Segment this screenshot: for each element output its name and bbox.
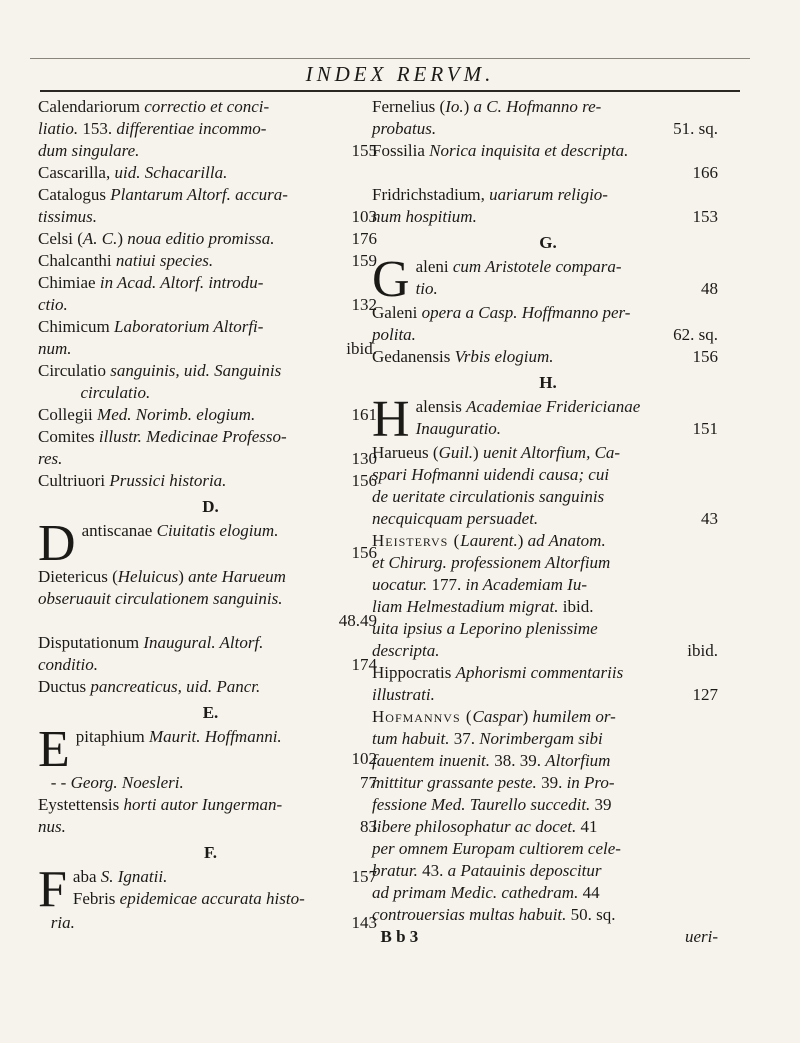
index-entry: G aleni cum Aristotele compara- tio. 48 <box>372 256 724 302</box>
page-ref: 103 <box>351 207 377 226</box>
page-ref: ibid. <box>346 339 377 358</box>
index-entry: Galeni opera a Casp. Hoffmanno per- polita. 62. sq. <box>372 302 724 346</box>
page-ref: 176 <box>351 229 377 248</box>
index-entry: Harueus (Guil.) uenit Altorfium, Ca- spari Hofmanni uidendi causa; cui de ueritate circulationis sanguinis necquicquam persuadet. 43 <box>372 442 724 530</box>
page-ref: 43 <box>701 509 718 528</box>
page-ref: 143 <box>351 913 377 932</box>
page-ref: 151 <box>692 419 718 438</box>
page-ref: 130 <box>351 449 377 468</box>
index-entry: Circulatio sanguinis, uid. Sanguinis circulatio. <box>38 361 282 402</box>
page-header: INDEX RERVM. <box>305 62 495 86</box>
index-entry: Fernelius (Io.) a C. Hofmanno re- probatus. 51. sq. <box>372 96 724 140</box>
page-ref: 48.49 <box>338 611 377 630</box>
page-footer <box>372 926 724 948</box>
index-entry: - - Georg. Noesleri. 77 <box>38 772 383 794</box>
drop-cap: F <box>38 861 67 918</box>
index-entry: F aba S. Ignatii. 157 Febris epidemicae accurata histo- ria. 143 <box>38 866 383 934</box>
index-entry: Ductus pancreaticus, uid. Pancr. <box>38 677 261 696</box>
index-entry: H alensis Academiae Fridericianae Inauguratio. 151 <box>372 396 724 442</box>
section-letter: H. <box>539 373 557 392</box>
page-ref: 132 <box>351 295 377 314</box>
header-rule <box>40 90 740 92</box>
index-entry: Fossilia Norica inquisita et descripta. 166 <box>372 140 724 184</box>
index-entry: Eystettensis horti autor Iungerman- nus. 83 <box>38 794 383 838</box>
page-ref: 156 <box>692 347 718 366</box>
drop-cap: G <box>372 251 410 308</box>
page-ref: 166 <box>692 163 718 182</box>
index-entry: D antiscanae Ciuitatis elogium. 156 <box>38 520 383 566</box>
index-entry: Chimicum Laboratorium Altorfi- num. ibid. <box>38 316 383 360</box>
index-entry: Cultriuori Prussici historia. 156 <box>38 470 383 492</box>
page-ref: 155 <box>351 141 377 160</box>
right-column <box>372 96 724 948</box>
left-column <box>38 96 383 934</box>
page-ref: 77 <box>360 773 377 792</box>
index-entry: Comites illustr. Medicinae Professo- res. 130 <box>38 426 383 470</box>
index-entry: Chimiae in Acad. Altorf. introdu- ctio. 132 <box>38 272 383 316</box>
index-entry: E pitaphium Maurit. Hoffmanni. 102 <box>38 726 383 772</box>
section-letter: E. <box>202 703 219 722</box>
section-letter: G. <box>539 233 557 252</box>
page-ref: 83 <box>360 817 377 836</box>
index-entry: Cascarilla, uid. Schacarilla. <box>38 163 228 182</box>
page-ref: 161 <box>351 405 377 424</box>
index-entry: Heistervs (Laurent.) ad Anatom. et Chirurg. professionem Altorfium uocatur. 177. in Academiam Iu- liam Helmestadium migrat. ibid. uita ipsius a Leporino plenissime descripta. ibid. <box>372 530 724 662</box>
page-ref: 156 <box>351 471 377 490</box>
page-ref: 102 <box>351 749 377 768</box>
catchword: ueri- <box>684 927 718 946</box>
page-ref: ibid. <box>687 641 718 660</box>
page-ref: 48 <box>701 279 718 298</box>
index-entry: Hofmannvs (Caspar) humilem or- tum habuit. 37. Norimbergam sibi fauentem inuenit. 38. 39. Altorfium mittitur grassante peste. 39. in Pro- fessione Med. Taurello succedit. 39 libere philosophatur ac docet. 41 per omnem Europam cultiorem cele- bratur. 43. a Patauinis deposcitur ad primam Medic. cathedram. 44 controuersias multas habuit. 50. sq. <box>372 707 621 924</box>
page-ref: 157 <box>351 867 377 886</box>
page-ref: 127 <box>692 685 718 704</box>
signature-mark: B b 3 <box>380 927 419 946</box>
top-border-line <box>30 58 750 59</box>
index-entry: Chalcanthi natiui species. 159 <box>38 250 383 272</box>
index-entry: Dietericus (Heluicus) ante Harueum obseruauit circulationem sanguinis. 48.49 <box>38 566 383 632</box>
page-ref: 159 <box>351 251 377 270</box>
page-ref: 62. sq. <box>673 325 718 344</box>
index-entry: Hippocratis Aphorismi commentariis illustrati. 127 <box>372 662 724 706</box>
drop-cap: H <box>372 391 410 448</box>
section-letter: F. <box>203 843 218 862</box>
section-letter: D. <box>202 497 219 516</box>
page-ref: 153 <box>692 207 718 226</box>
index-entry: Catalogus Plantarum Altorf. accura- tissimus. 103 <box>38 184 383 228</box>
index-entry: Gedanensis Vrbis elogium. 156 <box>372 346 724 368</box>
index-entry: Disputationum Inaugural. Altorf. conditio. 174 <box>38 632 383 676</box>
page-ref: 174 <box>351 655 377 674</box>
page-ref: 51. sq. <box>673 119 718 138</box>
drop-cap: D <box>38 515 76 572</box>
index-entry: Calendariorum correctio et conci- liatio. 153. differentiae incommo- dum singulare. 155 <box>38 96 383 162</box>
drop-cap: E <box>38 721 70 778</box>
index-entry: Fridrichstadium, uariarum religio- num hospitium. 153 <box>372 184 724 228</box>
index-entry: Celsi (A. C.) noua editio promissa. 176 <box>38 228 383 250</box>
page-ref: 156 <box>351 543 377 562</box>
index-entry: Collegii Med. Norimb. elogium. 161 <box>38 404 383 426</box>
